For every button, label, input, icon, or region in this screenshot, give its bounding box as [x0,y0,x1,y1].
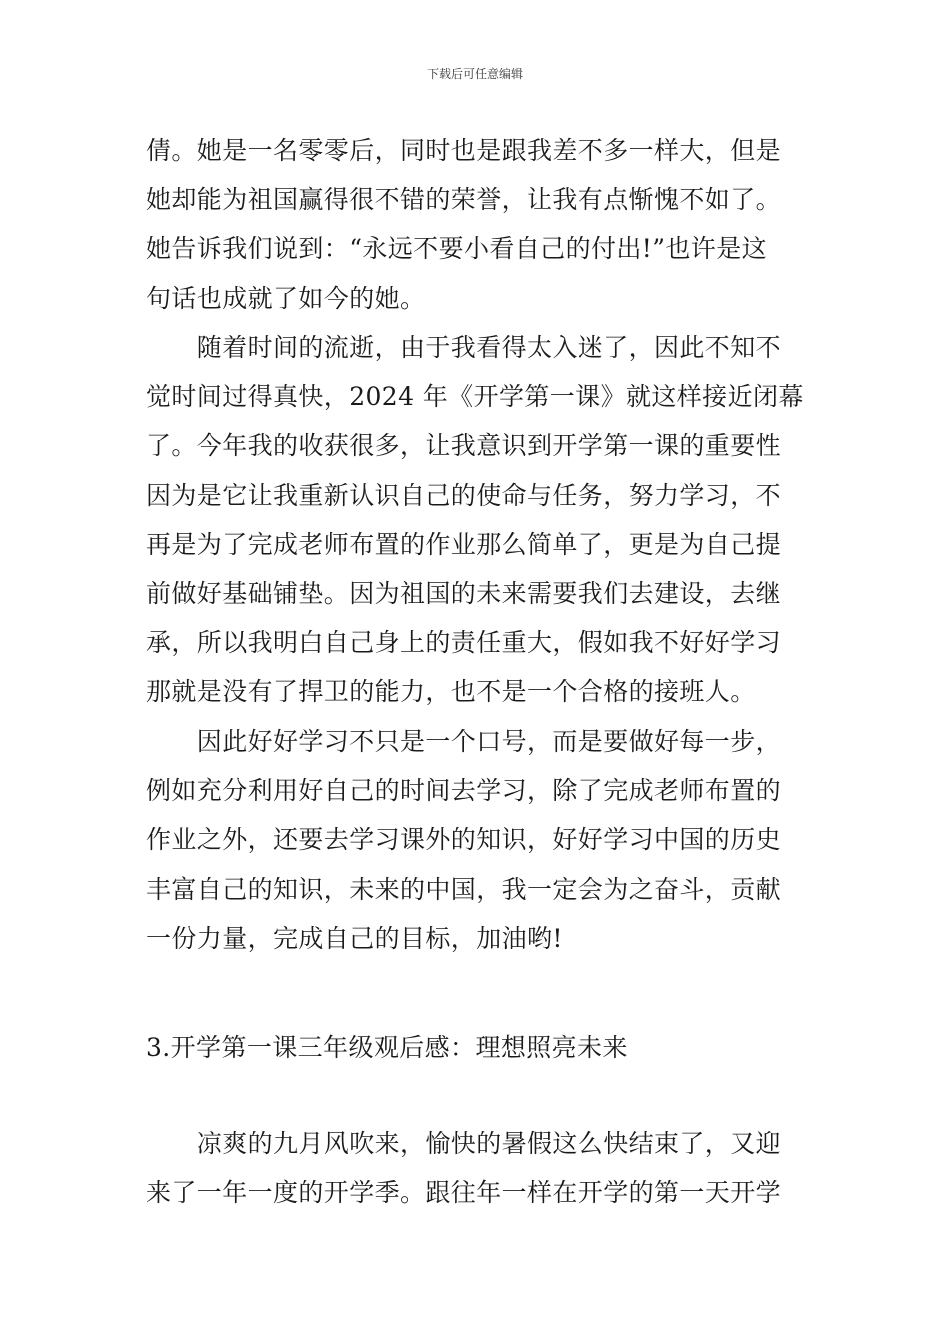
paragraph-1 [146,126,808,323]
text-line: 随着时间的流逝，由于我看得太入迷了，因此不知不 [146,333,782,362]
text-line: 觉时间过得真快，2024 年《开学第一课》就这样接近闭幕 [146,382,804,412]
text-line: 丰富自己的知识，未来的中国，我一定会为之奋斗，贡献 [146,874,782,904]
text-line: 承，所以我明白自己身上的责任重大，假如我不好好学习 [146,628,782,658]
text-line: 作业之外，还要去学习课外的知识，好好学习中国的历史 [146,825,782,855]
text-line: 一份力量，完成自己的目标，加油哟! [146,923,563,953]
text-line: 句话也成就了如今的她。 [146,283,426,313]
text-line: 那就是没有了捍卫的能力，也不是一个合格的接班人。 [146,677,756,707]
text-line: 因为是它让我重新认识自己的使命与任务，努力学习，不 [146,480,782,510]
text-line: 例如充分利用好自己的时间去学习，除了完成老师布置的 [146,776,782,806]
text-line: 倩。她是一名零零后，同时也是跟我差不多一样大，但是 [146,136,782,165]
paragraph-4 [146,1119,808,1217]
text-line: 再是为了完成老师布置的作业那么简单了，更是为自己提 [146,529,782,559]
text-line: 因此好好学习不只是一个口号，而是要做好每一步， [146,727,782,756]
paragraph-2 [146,323,808,717]
text-line: 她却能为祖国赢得很不错的荣誉，让我有点惭愧不如了。 [146,185,782,215]
text-line: 前做好基础铺垫。因为祖国的未来需要我们去建设，去继 [146,578,782,608]
page-header: 下载后可任意编辑 [426,67,523,81]
text-line: 了。今年我的收获很多，让我意识到开学第一课的重要性 [146,431,782,461]
paragraph-3 [146,717,808,963]
text-line: 她告诉我们说到：“永远不要小看自己的付出!”也许是这 [146,234,768,264]
text-line: 来了一年一度的开学季。跟往年一样在开学的第一天开学 [146,1178,782,1208]
section-heading: 3.开学第一课三年级观后感：理想照亮未来 [146,1033,628,1062]
text-line: 凉爽的九月风吹来，愉快的暑假这么快结束了，又迎 [146,1129,782,1158]
